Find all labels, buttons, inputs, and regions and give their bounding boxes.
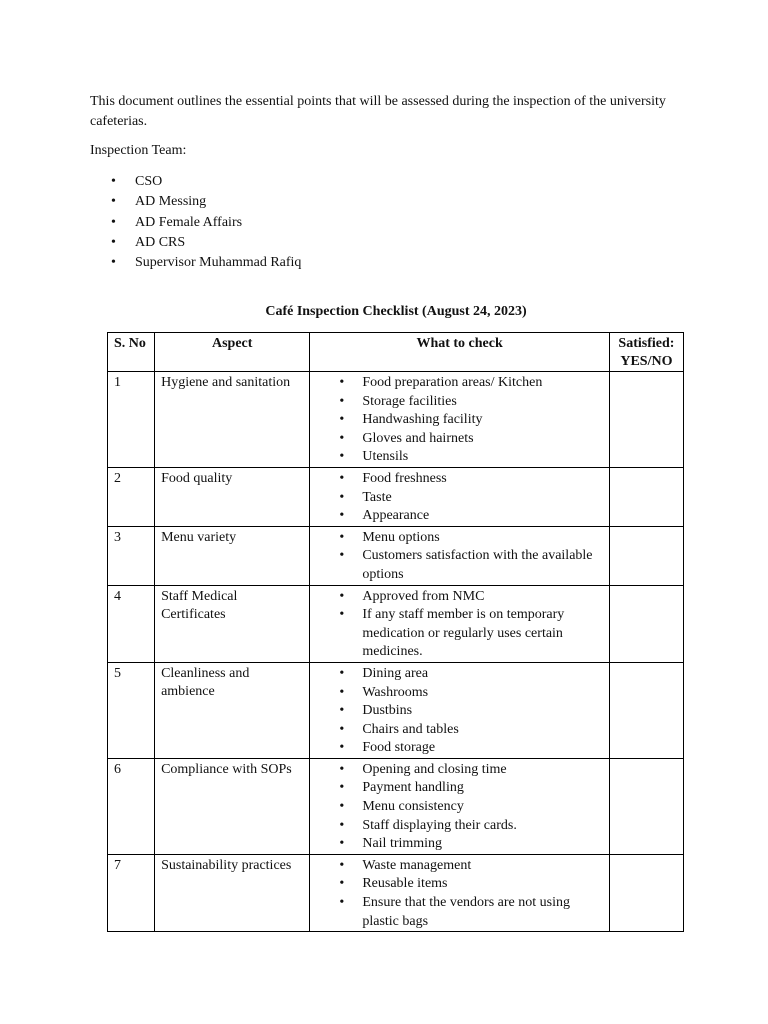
check-item: • Ensure that the vendors are not using plastic bags [310, 894, 607, 931]
intro-paragraph: This document outlines the essential points that will be assessed during the inspection of the university cafeterias. [90, 94, 666, 129]
row-satisfied-cell [609, 372, 683, 468]
row-satisfied-cell [609, 758, 683, 854]
row-what-to-check [310, 372, 610, 468]
inspection-team-list [90, 172, 301, 273]
header-what-to-check: What to check [310, 333, 610, 372]
check-item: • Dining area [310, 665, 607, 684]
check-item: • Dustbins [310, 702, 607, 721]
table-header-row [108, 333, 684, 372]
team-member: • AD CRS [90, 233, 301, 253]
row-satisfied-cell [609, 585, 683, 662]
check-items-list [310, 529, 607, 585]
check-items-list [310, 857, 607, 931]
check-item: • Waste management [310, 857, 607, 876]
row-number: 3 [108, 526, 155, 585]
row-aspect: Cleanliness and ambience [155, 662, 310, 758]
team-member: • AD Messing [90, 192, 301, 212]
check-item: • Opening and closing time [310, 761, 607, 780]
row-number: 2 [108, 467, 155, 526]
row-what-to-check [310, 854, 610, 931]
row-number: 6 [108, 758, 155, 854]
team-member: • Supervisor Muhammad Rafiq [90, 253, 301, 273]
check-item: • Chairs and tables [310, 721, 607, 740]
check-item: • Gloves and hairnets [310, 430, 607, 449]
check-item: • Staff displaying their cards. [310, 817, 607, 836]
header-aspect: Aspect [155, 333, 310, 372]
header-satisfied: Satisfied: YES/NO [609, 333, 683, 372]
check-items-list [310, 470, 607, 526]
check-item: • Utensils [310, 448, 607, 467]
check-item: • Food preparation areas/ Kitchen [310, 374, 607, 393]
row-aspect: Food quality [155, 467, 310, 526]
check-item: • Nail trimming [310, 835, 607, 854]
row-number: 5 [108, 662, 155, 758]
check-items-list [310, 374, 607, 467]
row-aspect: Staff Medical Certificates [155, 585, 310, 662]
row-what-to-check [310, 758, 610, 854]
team-member: • CSO [90, 172, 301, 192]
table-row [108, 662, 684, 758]
table-row [108, 854, 684, 931]
row-what-to-check [310, 662, 610, 758]
check-item: • If any staff member is on temporary medication or regularly uses certain medicines. [310, 606, 607, 662]
row-aspect: Sustainability practices [155, 854, 310, 931]
check-item: • Menu options [310, 529, 607, 548]
check-item: • Appearance [310, 507, 607, 526]
row-satisfied-cell [609, 526, 683, 585]
row-aspect: Compliance with SOPs [155, 758, 310, 854]
check-item: • Customers satisfaction with the available options [310, 547, 607, 584]
row-aspect: Hygiene and sanitation [155, 372, 310, 468]
check-item: • Food freshness [310, 470, 607, 489]
check-item: • Handwashing facility [310, 411, 607, 430]
inspection-checklist-table [107, 332, 684, 932]
check-item: • Taste [310, 489, 607, 508]
inspection-team-label: Inspection Team: [90, 143, 187, 158]
row-what-to-check [310, 467, 610, 526]
table-row [108, 758, 684, 854]
table-row [108, 526, 684, 585]
checklist-title: Café Inspection Checklist (August 24, 2023) [265, 304, 527, 319]
header-sno: S. No [108, 333, 155, 372]
row-number: 7 [108, 854, 155, 931]
check-items-list [310, 761, 607, 854]
row-what-to-check [310, 526, 610, 585]
check-item: • Food storage [310, 739, 607, 758]
check-items-list [310, 588, 607, 662]
team-member: • AD Female Affairs [90, 213, 301, 233]
row-aspect: Menu variety [155, 526, 310, 585]
row-satisfied-cell [609, 854, 683, 931]
table-row [108, 467, 684, 526]
check-item: • Approved from NMC [310, 588, 607, 607]
check-item: • Menu consistency [310, 798, 607, 817]
table-row [108, 585, 684, 662]
row-satisfied-cell [609, 662, 683, 758]
check-item: • Payment handling [310, 779, 607, 798]
check-item: • Washrooms [310, 684, 607, 703]
table-row [108, 372, 684, 468]
row-satisfied-cell [609, 467, 683, 526]
row-number: 1 [108, 372, 155, 468]
row-number: 4 [108, 585, 155, 662]
check-item: • Storage facilities [310, 393, 607, 412]
row-what-to-check [310, 585, 610, 662]
check-items-list [310, 665, 607, 758]
check-item: • Reusable items [310, 875, 607, 894]
